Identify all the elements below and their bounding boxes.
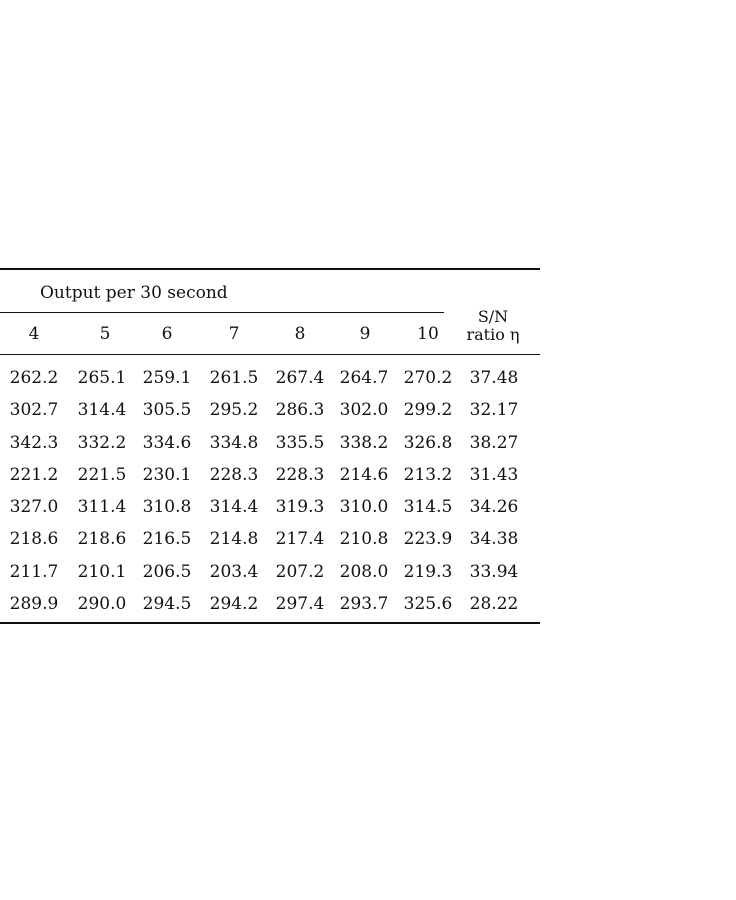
table-cell: 203.4 xyxy=(209,561,259,582)
table-cell: 326.8 xyxy=(403,432,453,453)
table-cell: 342.3 xyxy=(9,432,59,453)
sn-ratio-cell: 28.22 xyxy=(469,594,519,615)
column-header: 7 xyxy=(228,324,240,344)
table-row xyxy=(0,558,540,590)
table-cell: 219.3 xyxy=(403,561,453,582)
table-cell: 208.0 xyxy=(339,561,389,582)
table-row xyxy=(0,364,540,396)
sn-ratio-cell: 38.27 xyxy=(469,432,519,453)
table-row xyxy=(0,493,540,525)
table-cell: 218.6 xyxy=(77,529,127,550)
table-cell: 228.3 xyxy=(275,464,325,485)
table-row xyxy=(0,461,540,493)
table-cell: 230.1 xyxy=(142,464,192,485)
table-cell: 314.5 xyxy=(403,497,453,518)
table-cell: 216.5 xyxy=(142,529,192,550)
sn-ratio-cell: 37.48 xyxy=(469,368,519,388)
table-row xyxy=(0,429,540,461)
table-cell: 299.2 xyxy=(403,400,453,421)
table-cell: 325.6 xyxy=(403,594,453,615)
table-cell: 221.2 xyxy=(9,464,59,485)
table-cell: 206.5 xyxy=(142,561,192,582)
sn-ratio-cell: 31.43 xyxy=(469,464,519,485)
table-cell: 211.7 xyxy=(9,561,59,582)
sn-ratio-cell: 34.26 xyxy=(469,497,519,518)
table-cell: 295.2 xyxy=(209,400,259,421)
sn-header-line2: ratio η xyxy=(466,325,520,344)
table-cell: 223.9 xyxy=(403,529,453,550)
table-row xyxy=(0,396,540,428)
table-cell: 332.2 xyxy=(77,432,127,453)
table-cell: 221.5 xyxy=(77,464,127,485)
table-cell: 334.6 xyxy=(142,432,192,453)
table-cell: 262.2 xyxy=(9,368,59,388)
table-cell: 210.1 xyxy=(77,561,127,582)
table-cell: 335.5 xyxy=(275,432,325,453)
table-cell: 289.9 xyxy=(9,594,59,615)
table-cell: 290.0 xyxy=(77,594,127,615)
table-cell: 310.8 xyxy=(142,497,192,518)
table-cell: 213.2 xyxy=(403,464,453,485)
table-cell: 264.7 xyxy=(339,368,389,388)
table-row xyxy=(0,525,540,557)
table-cell: 218.6 xyxy=(9,529,59,550)
column-header: 8 xyxy=(294,324,306,344)
table-cell: 207.2 xyxy=(275,561,325,582)
table-cell: 305.5 xyxy=(142,400,192,421)
table-cell: 259.1 xyxy=(142,368,192,388)
table-body xyxy=(0,364,540,622)
table-cell: 214.8 xyxy=(209,529,259,550)
table-cell: 302.7 xyxy=(9,400,59,421)
table-cell: 210.8 xyxy=(339,529,389,550)
header-bottom-rule xyxy=(0,354,540,355)
table-cell: 310.0 xyxy=(339,497,389,518)
table-cell: 302.0 xyxy=(339,400,389,421)
table-row xyxy=(0,590,540,622)
table-bottom-rule xyxy=(0,622,540,624)
table-cell: 214.6 xyxy=(339,464,389,485)
spanning-header-rule xyxy=(0,312,444,313)
table-cell: 327.0 xyxy=(9,497,59,518)
sn-header-line1: S/N xyxy=(477,307,509,326)
sn-ratio-cell: 33.94 xyxy=(469,561,519,582)
table-cell: 297.4 xyxy=(275,594,325,615)
spanning-header: Output per 30 second xyxy=(40,283,228,303)
table-cell: 319.3 xyxy=(275,497,325,518)
column-header: 10 xyxy=(417,324,439,344)
table-cell: 270.2 xyxy=(403,368,453,388)
table-cell: 267.4 xyxy=(275,368,325,388)
table-top-rule xyxy=(0,268,540,270)
column-header: 6 xyxy=(161,324,173,344)
table-cell: 228.3 xyxy=(209,464,259,485)
column-header: 9 xyxy=(359,324,371,344)
table-cell: 293.7 xyxy=(339,594,389,615)
sn-ratio-header xyxy=(458,308,528,344)
table-cell: 311.4 xyxy=(77,497,127,518)
table-cell: 314.4 xyxy=(209,497,259,518)
table-cell: 261.5 xyxy=(209,368,259,388)
table-cell: 294.2 xyxy=(209,594,259,615)
table-cell: 294.5 xyxy=(142,594,192,615)
table-cell: 334.8 xyxy=(209,432,259,453)
table-cell: 217.4 xyxy=(275,529,325,550)
table-cell: 314.4 xyxy=(77,400,127,421)
sn-ratio-cell: 32.17 xyxy=(469,400,519,421)
sn-ratio-cell: 34.38 xyxy=(469,529,519,550)
table-cell: 338.2 xyxy=(339,432,389,453)
column-header: 5 xyxy=(99,324,111,344)
column-header: 4 xyxy=(28,324,40,344)
table-cell: 286.3 xyxy=(275,400,325,421)
table-cell: 265.1 xyxy=(77,368,127,388)
